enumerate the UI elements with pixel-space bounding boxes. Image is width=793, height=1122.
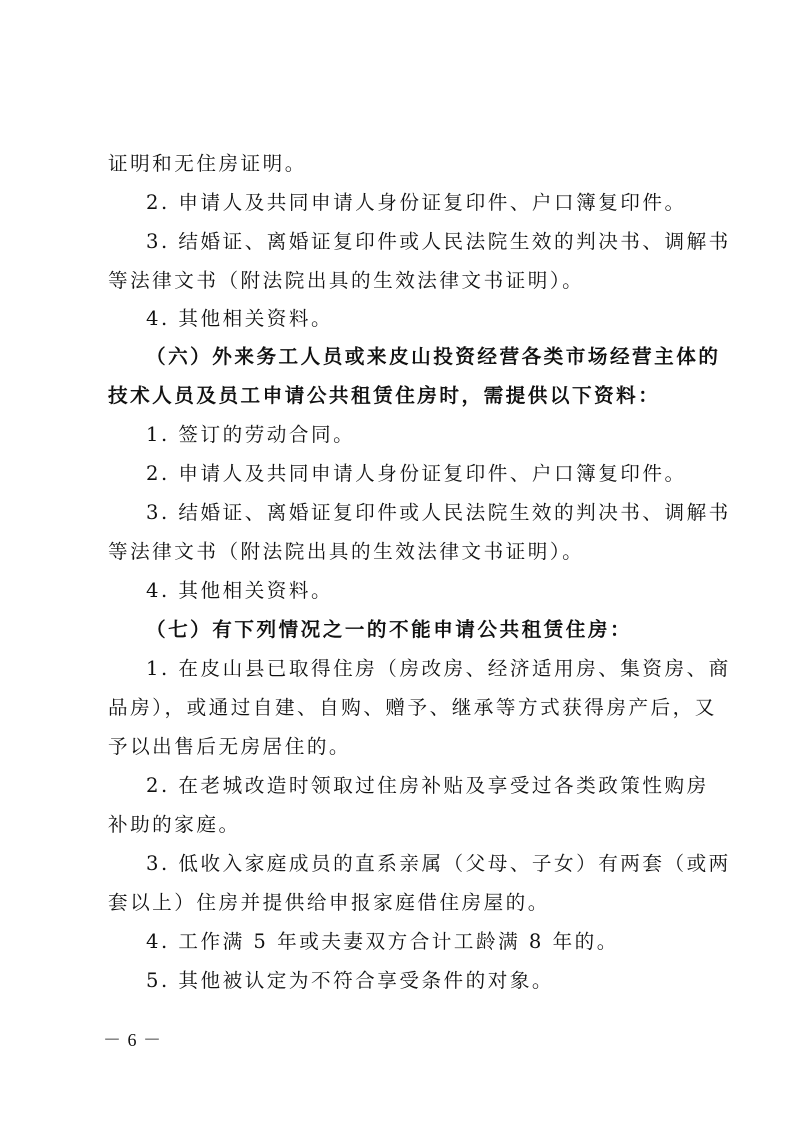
- list-item: 4. 工作满 5 年或夫妻双方合计工龄满 8 年的。: [146, 930, 619, 953]
- list-item: 3. 结婚证、离婚证复印件或人民法院生效的判决书、调解书: [146, 501, 731, 524]
- page-number: － 6 －: [103, 1030, 162, 1050]
- list-item: 3. 结婚证、离婚证复印件或人民法院生效的判决书、调解书: [146, 230, 731, 253]
- list-item-continuation: 等法律文书（附法院出具的生效法律文书证明）。: [108, 540, 585, 563]
- list-item: 1. 签订的劳动合同。: [146, 423, 356, 446]
- list-item-continuation: 等法律文书（附法院出具的生效法律文书证明）。: [108, 269, 585, 292]
- list-item: 4. 其他相关资料。: [146, 579, 334, 602]
- text-line-continuation: 证明和无住房证明。: [108, 152, 307, 175]
- section-heading-continuation: 技术人员及员工申请公共租赁住房时，需提供以下资料：: [108, 384, 661, 407]
- list-item-continuation: 补助的家庭。: [108, 813, 241, 836]
- list-item: 3. 低收入家庭成员的直系亲属（父母、子女）有两套（或两: [146, 852, 731, 875]
- list-item: 2. 在老城改造时领取过住房补贴及享受过各类政策性购房: [146, 774, 709, 797]
- list-item-continuation: 套以上）住房并提供给申报家庭借住房屋的。: [108, 891, 550, 914]
- list-item-continuation: 品房），或通过自建、自购、赠予、继承等方式获得房产后，又: [108, 696, 717, 719]
- list-item-continuation: 予以出售后无房居住的。: [108, 735, 352, 758]
- list-item: 1. 在皮山县已取得住房（房改房、经济适用房、集资房、商: [146, 657, 731, 680]
- list-item: 4. 其他相关资料。: [146, 307, 334, 330]
- section-heading: （七）有下列情况之一的不能申请公共租赁住房：: [146, 618, 633, 641]
- list-item: 2. 申请人及共同申请人身份证复印件、户口簿复印件。: [146, 462, 687, 485]
- list-item: 2. 申请人及共同申请人身份证复印件、户口簿复印件。: [146, 191, 687, 214]
- list-item: 5. 其他被认定为不符合享受条件的对象。: [146, 969, 555, 992]
- section-heading: （六）外来务工人员或来皮山投资经营各类市场经营主体的: [146, 345, 721, 368]
